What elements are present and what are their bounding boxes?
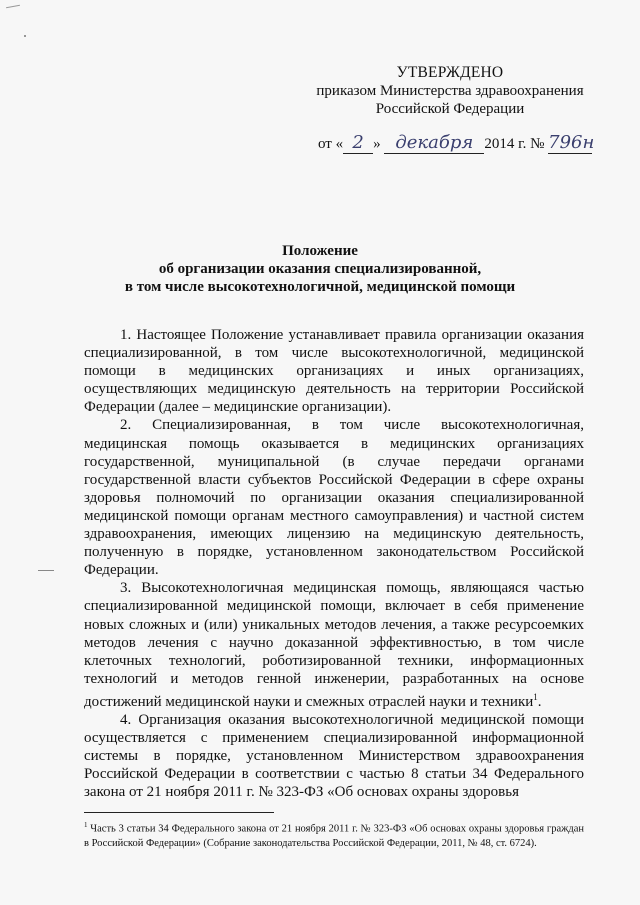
paragraph-3 [84, 579, 584, 711]
order-date-line [318, 132, 618, 154]
title-line-3: в том числе высокотехнологичной, медицинской помощи [124, 279, 516, 295]
approval-stamp-block [300, 64, 600, 118]
footnote [84, 818, 584, 851]
date-prefix: от « [318, 136, 344, 152]
approval-order-line: приказом Министерства здравоохранения [316, 83, 584, 99]
paragraph-3-end: . [537, 693, 542, 710]
scan-artifact [6, 5, 20, 8]
footnote-text: Часть 3 статьи 34 Федерального закона от 21 ноября 2011 г. № 323-ФЗ «Об основах охраны здоровья граждан в Российской Федерации» (Собрание законодательства Российской Федерации, 2011, № 48, ст. 6724). [84, 823, 584, 849]
scan-artifact [38, 570, 54, 571]
handwritten-day: 2 [343, 132, 373, 154]
date-quote-close: » [373, 136, 381, 152]
paragraph-1: 1. Настоящее Положение устанавливает правила организации оказания специализированной, в том числе высокотехнологичной, медицинской помощи в медицинских организациях и иных организациях, осуществляющих медицинскую деятельность на территории Российской Федерации (далее – медицинские организации). [84, 327, 584, 416]
paragraph-2: 2. Специализированная, в том числе высокотехнологичная, медицинская помощь оказывается в медицинских организациях государственной, муниципальной (в случае передачи органами государственной власти субъектов Российской Федерации в сфере охраны здоровья полномочий по организации оказания специализированной медицинской помощи органам местного самоуправления) и частной систем здравоохранения, имеющих лицензию на медицинскую деятельность, полученную в порядке, установленном законодательством Российской Федерации. [84, 417, 584, 579]
handwritten-order-number: 796н [548, 132, 595, 153]
document-body [84, 326, 584, 801]
footnote-marker: 1 [84, 821, 88, 829]
footnote-divider [84, 812, 274, 813]
scan-artifact [24, 35, 26, 37]
approval-country-line: Российской Федерации [375, 101, 525, 117]
paragraph-4: 4. Организация оказания высокотехнологичной медицинской помощи осуществляется с применением специализированной информационной системы в порядке, установленном Министерством здравоохранения Российской Федерации в соответствии с частью 8 статьи 34 Федерального закона от 21 ноября 2011 г. № 323-ФЗ «Об основах охраны здоровья [84, 711, 584, 801]
paragraph-3-text: 3. Высокотехнологичная медицинская помощь, являющаяся частью специализированной медицинской помощи, включает в себя применение новых сложных и (или) уникальных методов лечения, а также ресурсоемких методов лечения с научно доказанной эффективностью, в том числе клеточных технологий, роботизированной техники, информационных технологий и методов генной инженерии, разработанных на основе достижений медицинской науки и смежных отраслей науки и техники [84, 580, 584, 710]
title-line-2: об организации оказания специализированной, [158, 261, 482, 277]
document-title [60, 242, 580, 296]
approval-heading: УТВЕРЖДЕНО [396, 64, 504, 81]
handwritten-month: декабря [384, 132, 484, 154]
title-line-1: Положение [282, 243, 358, 259]
footnote-reference: 1 [533, 691, 538, 702]
date-year-text: 2014 г. № [484, 136, 545, 152]
